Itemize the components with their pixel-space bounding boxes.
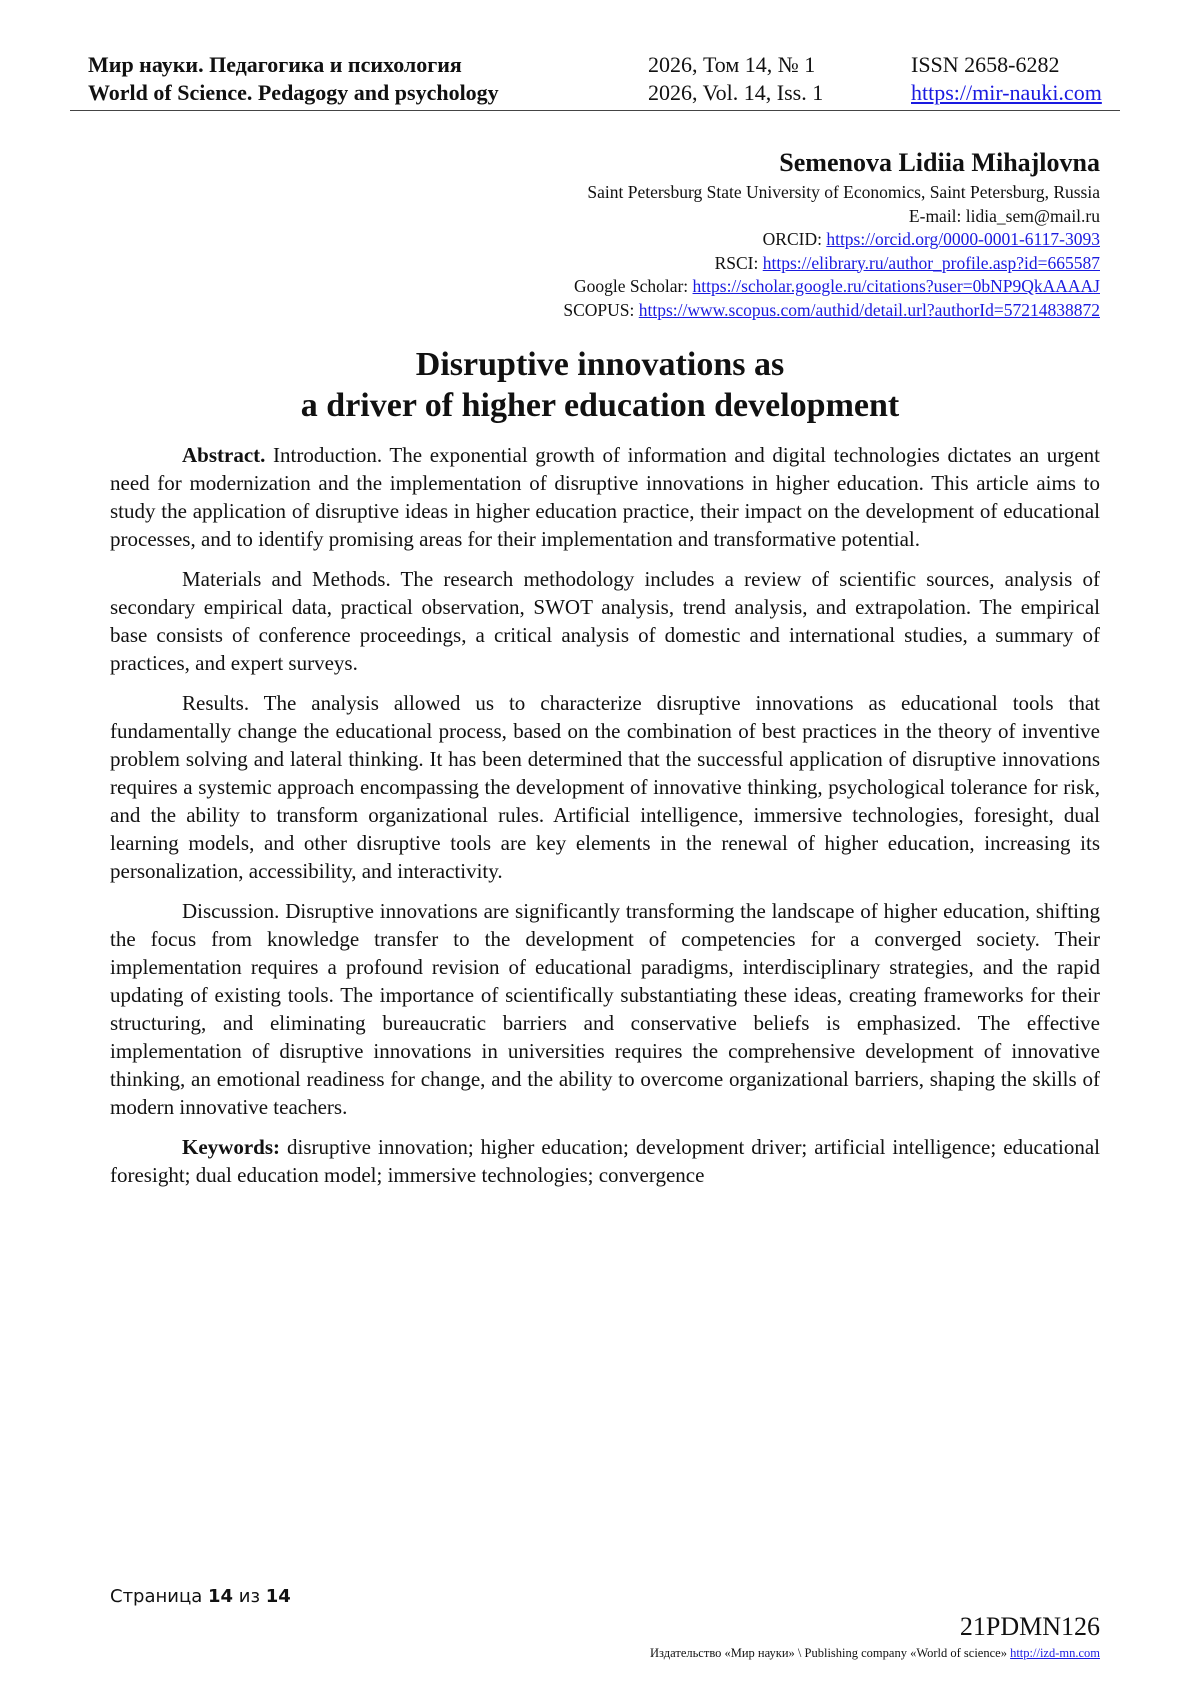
introduction-text: Introduction. The exponential growth of information and digital technologies dictates an urgent need for modernization and the implementation of disruptive innovations in higher education. This article aims to study the application of disruptive ideas in higher education practice, their impact on the development of educational processes, and to identify promising areas for their implementation and transformative potential. <box>110 443 1100 551</box>
keywords-label: Keywords: <box>182 1135 280 1159</box>
issn: ISSN 2658-6282 <box>911 52 1060 77</box>
scholar-link[interactable]: https://scholar.google.ru/citations?user=0bNP9QkAAAAJ <box>692 276 1100 296</box>
publisher-line <box>650 1646 1100 1661</box>
orcid-label: ORCID: <box>762 229 827 249</box>
author-scopus <box>563 299 1100 323</box>
abstract-methods: Materials and Methods. The research methodology includes a review of scientific sources, analysis of secondary empirical data, practical observation, SWOT analysis, trend analysis, and extrapolation. The empirical base consists of conference proceedings, a critical analysis of domestic and international studies, a summary of practices, and expert surveys. <box>110 567 1100 675</box>
keywords-text: disruptive innovation; higher education; development driver; artificial intelligence; educational foresight; dual education model; immersive technologies; convergence <box>110 1135 1100 1187</box>
abstract-discussion: Discussion. Disruptive innovations are significantly transforming the landscape of higher education, shifting the focus from knowledge transfer to the development of competencies for a converged society. Their implementation requires a profound revision of educational paradigms, interdisciplinary strategies, and the rapid updating of existing tools. The importance of scientifically substantiating these ideas, creating frameworks for their structuring, and eliminating bureaucratic barriers and conservative beliefs is emphasized. The effective implementation of disruptive innovations in universities requires the comprehensive development of innovative thinking, an emotional readiness for change, and the ability to overcome organizational barriers, shaping the skills of modern innovative teachers. <box>110 899 1100 1119</box>
publisher-text: Издательство «Мир науки» \ Publishing company «World of science» <box>650 1646 1011 1660</box>
article-title <box>100 344 1100 426</box>
journal-header <box>88 52 1120 108</box>
page-word: Страница <box>110 1586 208 1607</box>
page-current: 14 <box>207 1586 234 1607</box>
scopus-link[interactable]: https://www.scopus.com/authid/detail.url?authorId=57214838872 <box>638 299 1100 320</box>
scopus-label: SCOPUS: <box>563 299 639 320</box>
journal-title-ru: Мир науки. Педагогика и психология <box>88 52 462 77</box>
author-email: E-mail: lidia_sem@mail.ru <box>908 205 1100 226</box>
issue-info-en: 2026, Vol. 14, Iss. 1 <box>648 80 824 105</box>
author-block <box>563 146 1100 322</box>
issue-info-ru: 2026, Том 14, № 1 <box>648 52 816 77</box>
scholar-label: Google Scholar: <box>573 276 693 296</box>
abstract-introduction <box>110 441 1100 553</box>
keywords-paragraph <box>110 1133 1100 1189</box>
title-line-1: Disruptive innovations as <box>415 346 785 383</box>
page-total: 14 <box>265 1586 291 1607</box>
abstract-results: Results. The analysis allowed us to characterize disruptive innovations as educational tools that fundamentally change the educational process, based on the combination of best practices in the theory of inventive problem solving and lateral thinking. It has been determined that the successful application of disruptive innovations requires a systemic approach encompassing the development of innovative thinking, psychological tolerance for risk, and the ability to transform organizational rules. Artificial intelligence, immersive technologies, foresight, dual learning models, and other disruptive tools are key elements in the renewal of higher education, increasing its personalization, accessibility, and interactivity. <box>110 691 1100 883</box>
author-scholar <box>563 275 1100 299</box>
publisher-link[interactable]: http://izd-mn.com <box>1010 1646 1100 1660</box>
page-number <box>110 1586 291 1607</box>
rsci-label: RSCI: <box>714 252 763 273</box>
orcid-link[interactable]: https://orcid.org/0000-0001-6117-3093 <box>826 229 1100 249</box>
title-line-2: a driver of higher education development <box>300 387 900 424</box>
author-name: Semenova Lidiia Mihajlovna <box>779 148 1100 177</box>
author-rsci <box>563 252 1100 276</box>
journal-title-en: World of Science. Pedagogy and psychology <box>88 80 499 105</box>
header-row-ru <box>88 52 1120 80</box>
header-row-en <box>88 80 1120 108</box>
abstract-body <box>110 441 1100 1201</box>
article-code: 21PDMN126 <box>959 1612 1100 1641</box>
rsci-link[interactable]: https://elibrary.ru/author_profile.asp?id=665587 <box>762 252 1100 273</box>
author-affiliation: Saint Petersburg State University of Economics, Saint Petersburg, Russia <box>587 182 1100 202</box>
abstract-label: Abstract. <box>182 443 266 467</box>
header-divider <box>70 110 1120 111</box>
journal-site-link[interactable]: https://mir-nauki.com <box>911 80 1102 105</box>
author-orcid <box>563 228 1100 252</box>
page-of: из <box>233 1586 266 1607</box>
